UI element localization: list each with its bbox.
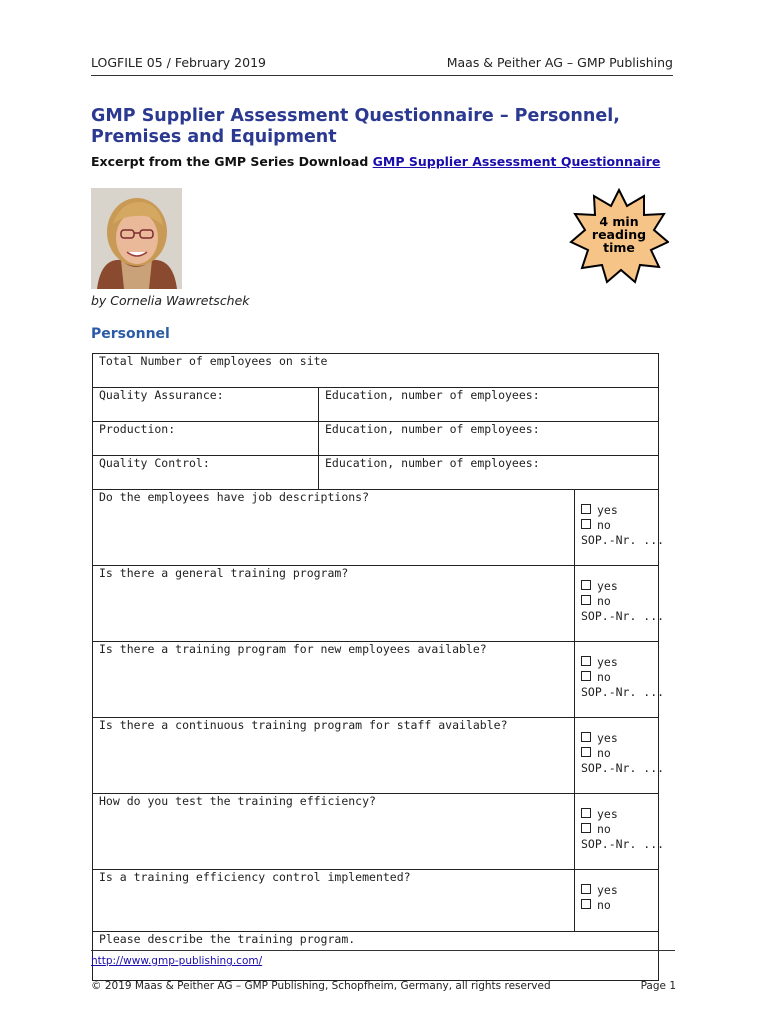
author-byline: by Cornelia Wawretschek: [91, 293, 250, 308]
table-row: [93, 354, 659, 388]
question-text: Is there a training program for new employees available?: [93, 642, 575, 718]
header-divider: [91, 75, 673, 76]
checkbox-icon[interactable]: [581, 823, 591, 833]
table-row: [93, 566, 659, 642]
questionnaire-link[interactable]: GMP Supplier Assessment Questionnaire: [372, 154, 661, 169]
sop-number-field[interactable]: SOP.-Nr. ...: [581, 609, 665, 623]
department-label: Production:: [93, 422, 319, 456]
department-detail-field[interactable]: Education, number of employees:: [319, 456, 659, 490]
department-detail-field[interactable]: Education, number of employees:: [319, 422, 659, 456]
answer-options: [575, 870, 659, 932]
question-text: Is a training efficiency control implemented?: [93, 870, 575, 932]
no-option[interactable]: no: [581, 746, 652, 761]
yes-option[interactable]: yes: [581, 503, 652, 518]
badge-line-1: 4 min: [599, 214, 639, 229]
table-row: [93, 794, 659, 870]
no-option[interactable]: no: [581, 898, 652, 913]
question-text: How do you test the training efficiency?: [93, 794, 575, 870]
document-title: GMP Supplier Assessment Questionnaire – Personnel, Premises and Equipment: [91, 106, 620, 147]
personnel-questionnaire-table: [92, 353, 665, 981]
sop-number-field[interactable]: SOP.-Nr. ...: [581, 837, 665, 851]
sop-number-field[interactable]: SOP.-Nr. ...: [581, 533, 665, 547]
table-row: [93, 718, 659, 794]
header-logfile: LOGFILE 05 / February 2019: [91, 55, 266, 70]
header-publisher: Maas & Peither AG – GMP Publishing: [446, 55, 673, 70]
yes-option[interactable]: yes: [581, 807, 652, 822]
checkbox-icon[interactable]: [581, 519, 591, 529]
department-label: Quality Control:: [93, 456, 319, 490]
no-option[interactable]: no: [581, 822, 652, 837]
answer-options: [575, 642, 665, 718]
badge-line-2: reading: [591, 227, 647, 242]
table-row: [93, 870, 659, 932]
excerpt-line: [91, 154, 660, 169]
answer-options: [575, 718, 665, 794]
checkbox-icon[interactable]: [581, 671, 591, 681]
yes-option[interactable]: yes: [581, 731, 652, 746]
checkbox-icon[interactable]: [581, 595, 591, 605]
sop-number-field[interactable]: SOP.-Nr. ...: [581, 761, 665, 775]
footer-divider: [91, 950, 675, 951]
no-option[interactable]: no: [581, 594, 652, 609]
yes-option[interactable]: yes: [581, 579, 652, 594]
question-text: Is there a continuous training program for staff available?: [93, 718, 575, 794]
footer-copyright: © 2019 Maas & Peither AG – GMP Publishing, Schopfheim, Germany, all rights reserved: [91, 980, 551, 992]
sop-number-field[interactable]: SOP.-Nr. ...: [581, 685, 665, 699]
badge-line-3: time: [603, 240, 635, 255]
yes-option[interactable]: yes: [581, 655, 652, 670]
checkbox-icon[interactable]: [581, 732, 591, 742]
checkbox-icon[interactable]: [581, 504, 591, 514]
checkbox-icon[interactable]: [581, 656, 591, 666]
table-row: [93, 642, 659, 718]
training-description-field[interactable]: Please describe the training program.: [93, 932, 659, 981]
table-row: [93, 456, 659, 490]
page-number: Page 1: [640, 980, 676, 992]
yes-option[interactable]: yes: [581, 883, 652, 898]
answer-options: [575, 490, 665, 566]
answer-options: [575, 566, 665, 642]
section-heading-personnel: Personnel: [91, 326, 170, 342]
checkbox-icon[interactable]: [581, 747, 591, 757]
total-employees-field[interactable]: Total Number of employees on site: [93, 354, 659, 388]
question-text: Do the employees have job descriptions?: [93, 490, 575, 566]
table-row: [93, 490, 659, 566]
excerpt-prefix: Excerpt from the GMP Series Download: [91, 154, 373, 169]
no-option[interactable]: no: [581, 518, 652, 533]
reading-time-label: [569, 215, 669, 254]
checkbox-icon[interactable]: [581, 899, 591, 909]
question-text: Is there a general training program?: [93, 566, 575, 642]
checkbox-icon[interactable]: [581, 808, 591, 818]
author-photo: [91, 188, 182, 289]
table-row: [93, 422, 659, 456]
checkbox-icon[interactable]: [581, 580, 591, 590]
department-detail-field[interactable]: Education, number of employees:: [319, 388, 659, 422]
department-label: Quality Assurance:: [93, 388, 319, 422]
table-row: [93, 388, 659, 422]
answer-options: [575, 794, 665, 870]
no-option[interactable]: no: [581, 670, 652, 685]
footer-website-link[interactable]: http://www.gmp-publishing.com/: [91, 955, 263, 967]
checkbox-icon[interactable]: [581, 884, 591, 894]
